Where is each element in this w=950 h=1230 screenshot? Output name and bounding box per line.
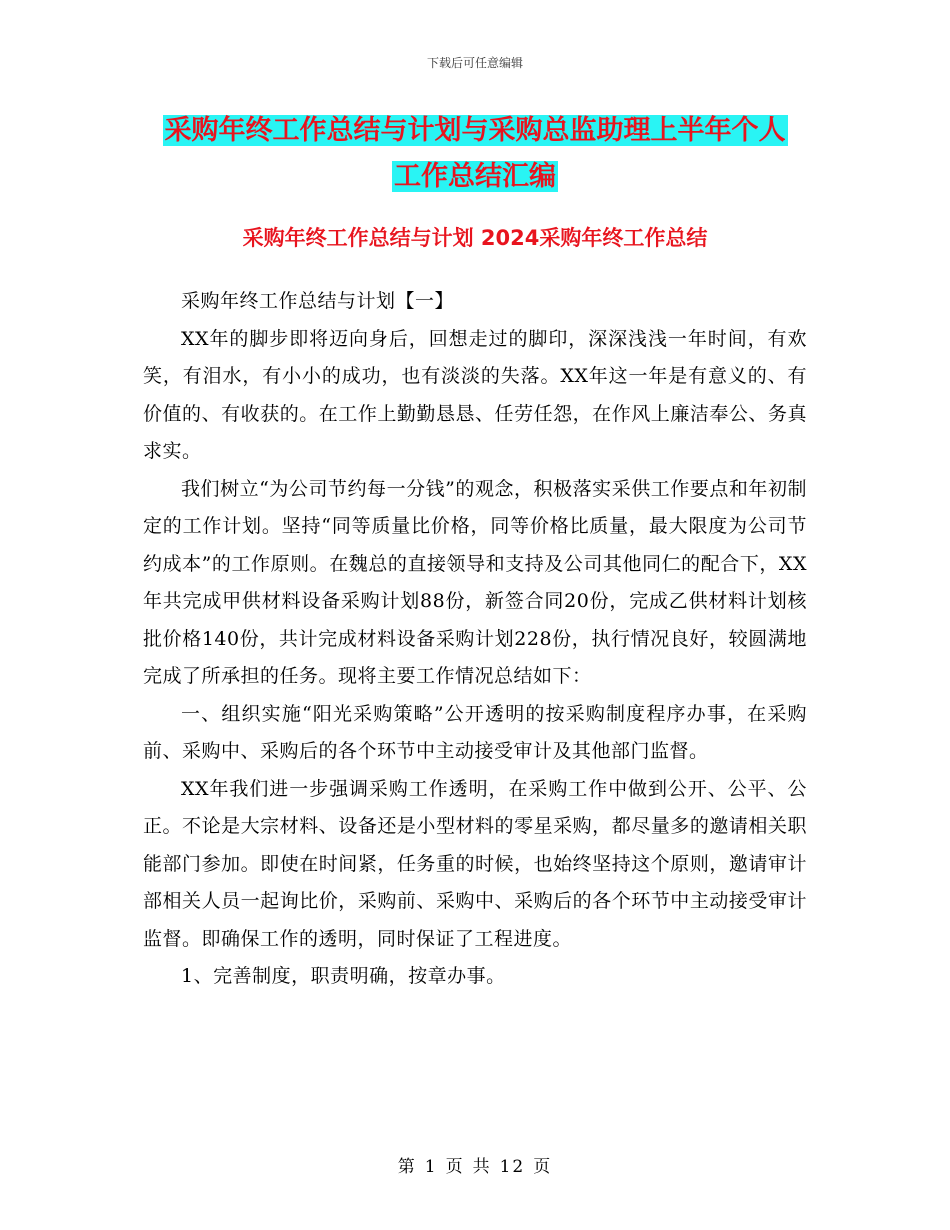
document-title <box>150 108 800 200</box>
page-number <box>0 1152 950 1177</box>
section-subtitle: 采购年终工作总结与计划 2024采购年终工作总结 <box>242 226 708 250</box>
document-title-line-2: 工作总结汇编 <box>394 161 556 192</box>
page-prefix: 第 <box>397 1157 417 1177</box>
paragraph: XX年的脚步即将迈向身后，回想走过的脚印，深深浅浅一年时间，有欢笑，有泪水，有小小的成功，也有淡淡的失落。XX年这一年是有意义的、有价值的、有收获的。在工作上勤勤恳恳、任劳任怨，在作风上廉洁奉公、务真求实。 <box>143 327 807 462</box>
paragraph: 1、完善制度，职责明确，按章办事。 <box>181 965 506 987</box>
header-note: 下载后可任意编辑 <box>426 56 523 70</box>
page-total: 12 <box>499 1157 526 1177</box>
page-total-prefix: 共 <box>472 1157 492 1177</box>
paragraph: 我们树立“为公司节约每一分钱”的观念，积极落实采供工作要点和年初制定的工作计划。坚持“同等质量比价格，同等价格比质量，最大限度为公司节约成本”的工作原则。在魏总的直接领导和支持及公司其他同仁的配合下，XX年共完成甲供材料设备采购计划88份，新签合同20份，完成乙供材料计划核批价格140份，共计完成材料设备采购计划228份，执行情况良好，较圆满地完成了所承担的任务。现将主要工作情况总结如下： <box>143 477 807 687</box>
document-title-line-1: 采购年终工作总结与计划与采购总监助理上半年个人 <box>164 115 786 146</box>
page-suffix: 页 <box>533 1157 553 1177</box>
paragraph-heading: 采购年终工作总结与计划【一】 <box>181 290 455 312</box>
page-mid: 页 <box>445 1157 465 1177</box>
page-current: 1 <box>424 1157 438 1177</box>
paragraph: XX年我们进一步强调采购工作透明，在采购工作中做到公开、公平、公正。不论是大宗材料、设备还是小型材料的零星采购，都尽量多的邀请相关职能部门参加。即使在时间紧，任务重的时候，也始终坚持这个原则，邀请审计部相关人员一起询比价，采购前、采购中、采购后的各个环节中主动接受审计监督。即确保工作的透明，同时保证了工程进度。 <box>143 777 807 950</box>
paragraph: 一、组织实施“阳光采购策略”公开透明的按采购制度程序办事，在采购前、采购中、采购后的各个环节中主动接受审计及其他部门监督。 <box>143 702 807 762</box>
document-body <box>143 283 807 996</box>
